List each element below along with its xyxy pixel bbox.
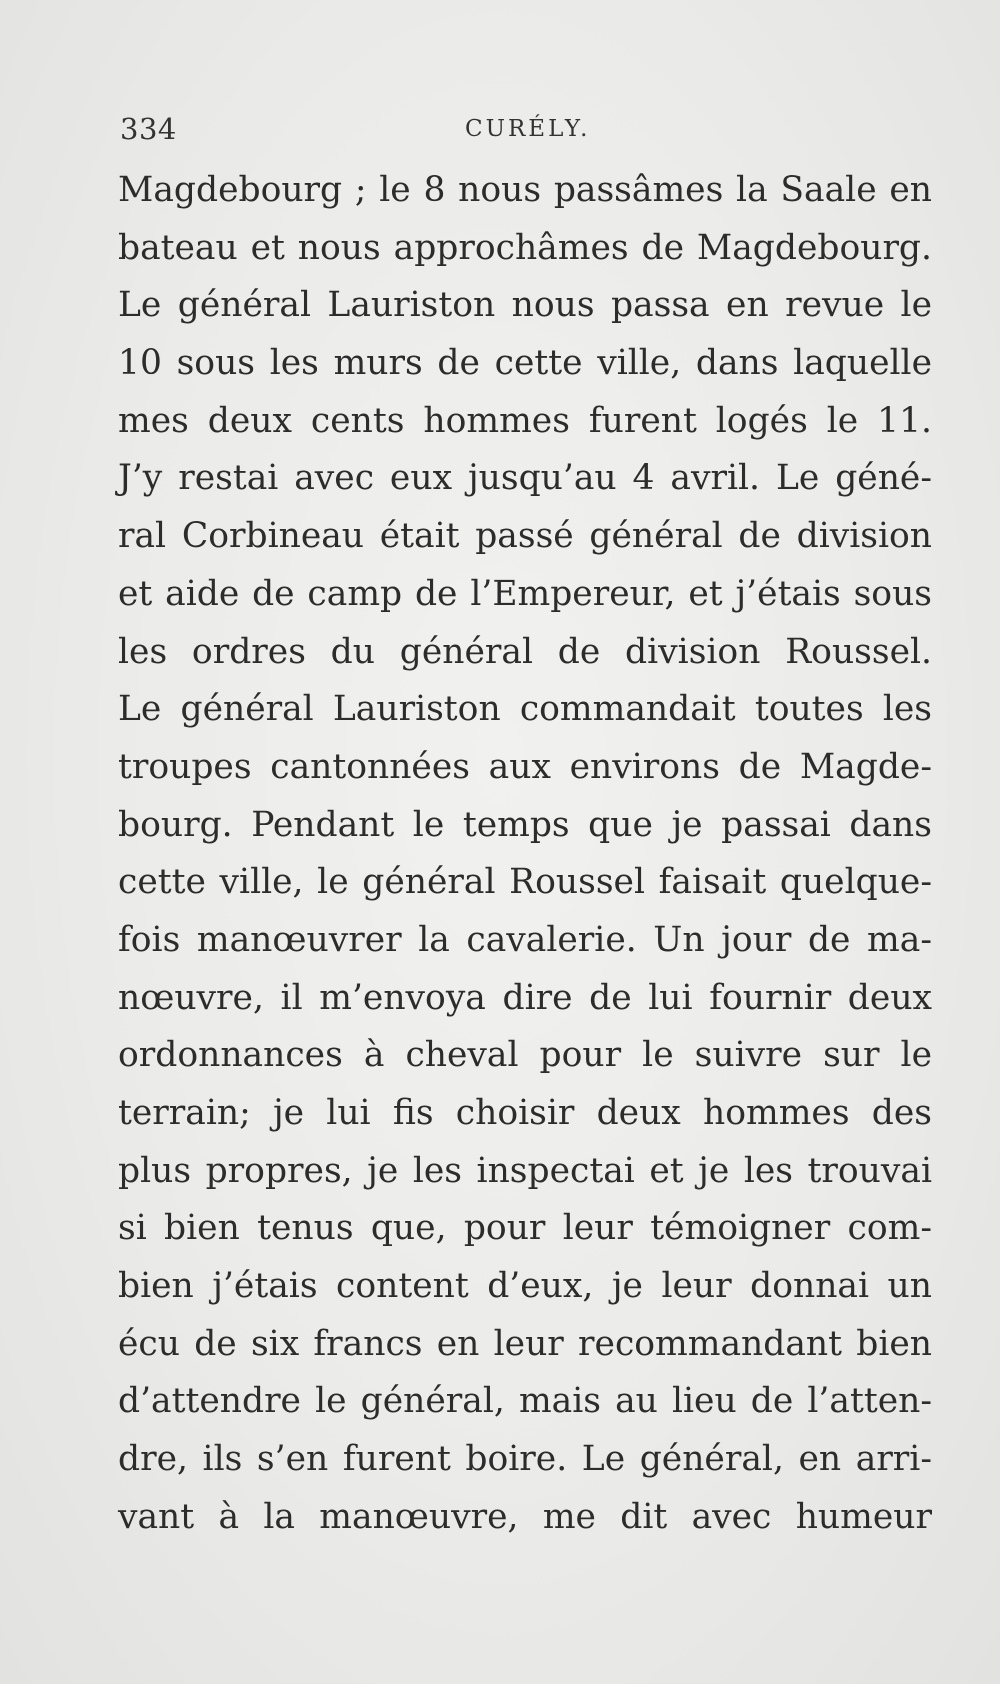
text-line: bourg. Pendant le temps que je passai dans [118,804,932,845]
text-line: bateau et nous approchâmes de Magdebourg. [118,227,932,268]
text-line: plus propres, je les inspectai et je les trouvai [118,1150,932,1191]
text-line: ordonnances à cheval pour le suivre sur le [118,1035,932,1076]
page-header [120,112,930,152]
text-line: ral Corbineau était passé général de division [118,516,932,557]
text-line: Le général Lauriston commandait toutes les [118,689,932,730]
text-line: Le général Lauriston nous passa en revue le [118,285,932,326]
text-line: vant à la manœuvre, me dit avec humeur [118,1496,932,1537]
text-line: dre, ils s’en furent boire. Le général, en arri- [118,1439,932,1480]
text-line: mes deux cents hommes furent logés le 11. [118,400,932,441]
text-line: et aide de camp de l’Empereur, et j’étais sous [118,573,932,614]
running-head: CURÉLY. [465,116,591,142]
text-line: bien j’étais content d’eux, je leur donnai un [118,1266,932,1307]
text-line: troupes cantonnées aux environs de Magde- [118,746,932,787]
text-line: Magdebourg ; le 8 nous passâmes la Saale en [118,170,932,210]
text-line: terrain; je lui fis choisir deux hommes des [118,1093,932,1133]
text-line: écu de six francs en leur recommandant bien [118,1323,932,1364]
text-line: J’y restai avec eux jusqu’au 4 avril. Le géné- [118,458,932,499]
text-line: les ordres du général de division Roussel. [118,631,932,672]
text-line: d’attendre le général, mais au lieu de l’atten- [118,1381,932,1422]
text-line: nœuvre, il m’envoya dire de lui fournir deux [118,977,932,1018]
text-line: si bien tenus que, pour leur témoigner com- [118,1208,932,1249]
text-line: fois manœuvrer la cavalerie. Un jour de ma- [118,919,932,960]
text-line: 10 sous les murs de cette ville, dans laquelle [118,343,932,384]
body-text [118,162,932,1547]
text-line: cette ville, le général Roussel faisait quelque- [118,862,932,903]
page-number: 334 [120,112,177,146]
